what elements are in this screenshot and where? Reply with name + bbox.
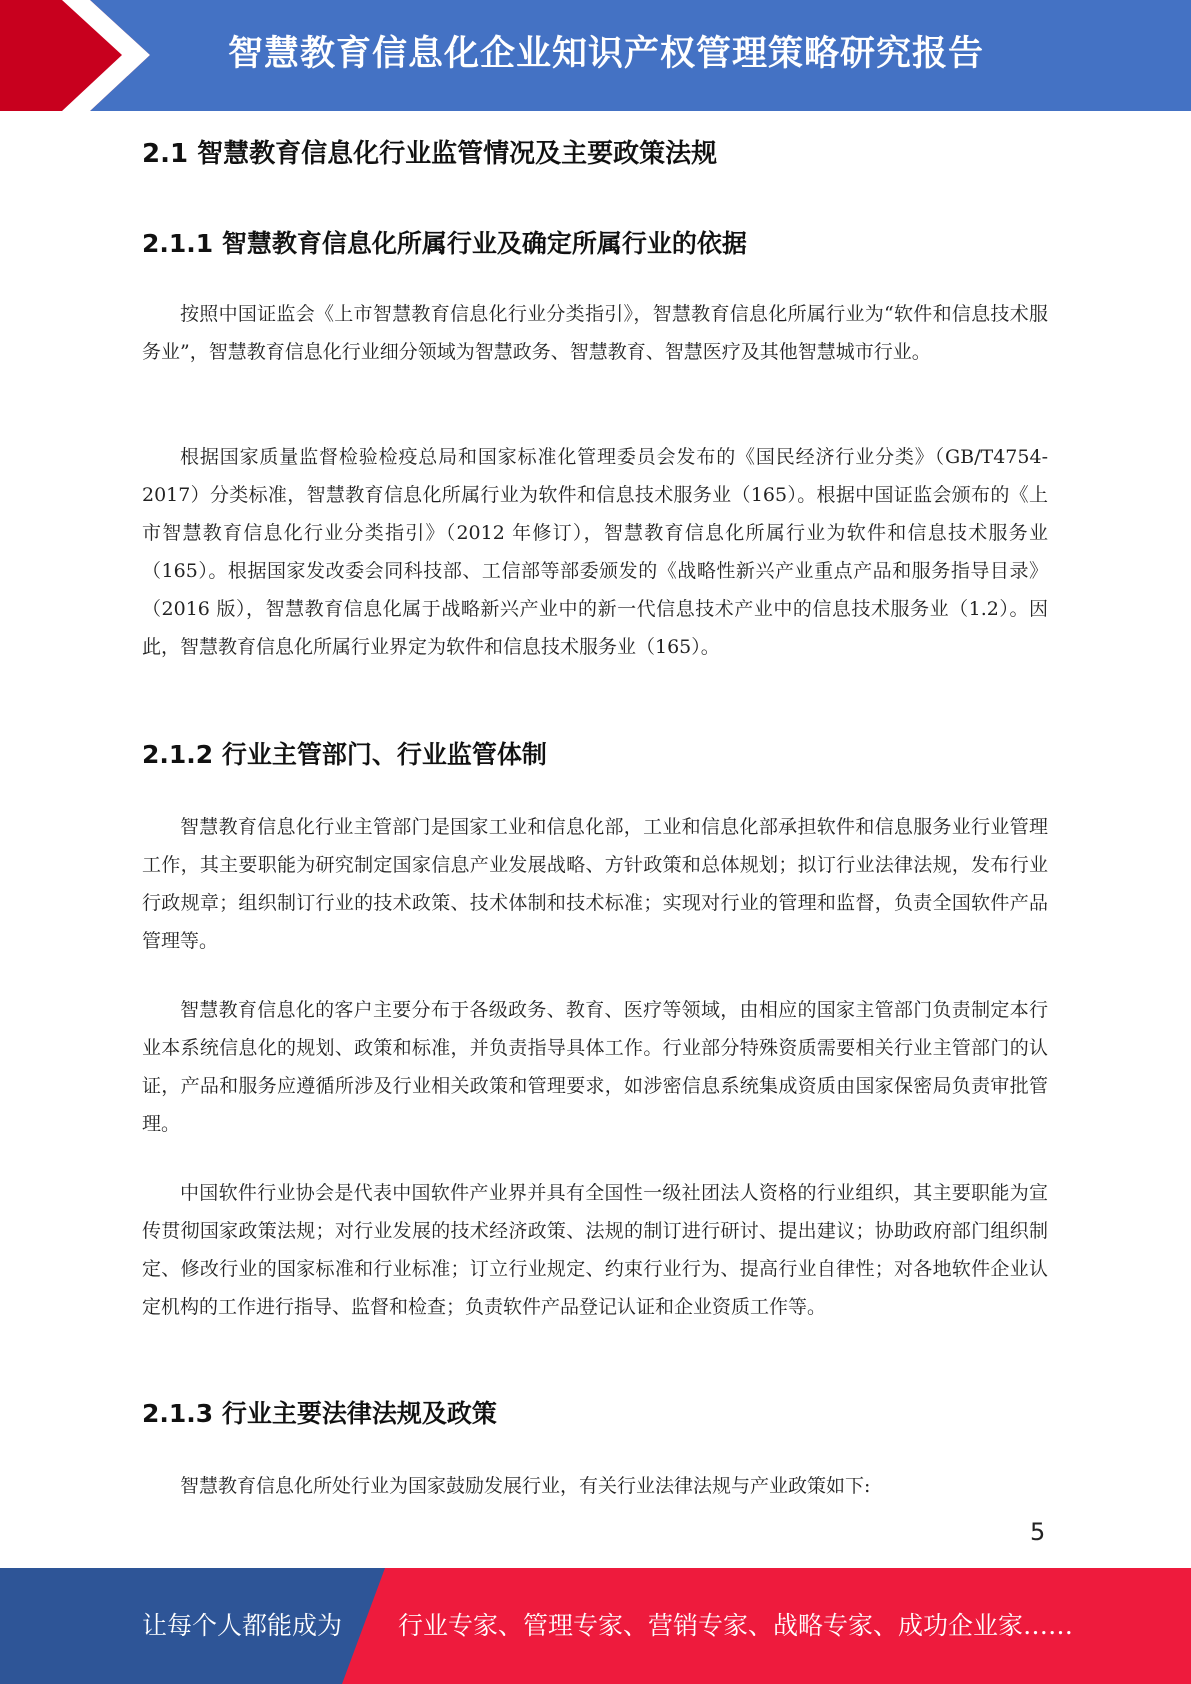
section-heading-2-1: 2.1 智慧教育信息化行业监管情况及主要政策法规: [142, 139, 718, 169]
paragraph: 中国软件行业协会是代表中国软件产业界并具有全国性一级社团法人资格的行业组织，其主要职能为宣传贯彻国家政策法规；对行业发展的技术经济政策、法规的制订进行研讨、提出建议；协助政府部门组织制定、修改行业的国家标准和行业标准；订立行业规定、约束行业行为、提高行业自律性；对各地软件企业认定机构的工作进行指导、监督和检查；负责软件产品登记认证和企业资质工作等。: [142, 1182, 1048, 1318]
section-heading-2-1-2: 2.1.2 行业主管部门、行业监管体制: [142, 740, 547, 769]
page-number: 5: [1030, 1518, 1046, 1546]
report-title: 智慧教育信息化企业知识产权管理策略研究报告: [228, 34, 985, 74]
paragraph: 智慧教育信息化所处行业为国家鼓励发展行业，有关行业法律法规与产业政策如下:: [180, 1475, 871, 1497]
section-heading-2-1-1: 2.1.1 智慧教育信息化所属行业及确定所属行业的依据: [142, 229, 747, 258]
paragraph: 智慧教育信息化行业主管部门是国家工业和信息化部，工业和信息化部承担软件和信息服务业行业管理工作，其主要职能为研究制定国家信息产业发展战略、方针政策和总体规划；拟订行业法律法规，发布行业行政规章；组织制订行业的技术政策、技术体制和技术标准；实现对行业的管理和监督，负责全国软件产品管理等。: [142, 816, 1048, 952]
footer-slogan-right: 行业专家、管理专家、营销专家、战略专家、成功企业家……: [398, 1611, 1074, 1640]
paragraph: 根据国家质量监督检验检疫总局和国家标准化管理委员会发布的《国民经济行业分类》（GB/T4754-2017）分类标准，智慧教育信息化所属行业为软件和信息技术服务业（165）。根据中国证监会颁布的《上市智慧教育信息化行业分类指引》（2012 年修订），智慧教育信息化所属行业为软件和信息技术服务业（165）。根据国家发改委会同科技部、工信部等部委颁发的《战略性新兴产业重点产品和服务指导目录》（2016 版），智慧教育信息化属于战略新兴产业中的新一代信息技术产业中的信息技术服务业（1.2）。因此，智慧教育信息化所属行业界定为软件和信息技术服务业（165）。: [142, 446, 1048, 658]
footer-slogan-left: 让每个人都能成为: [142, 1611, 343, 1640]
header-banner: [0, 0, 1191, 111]
chevron-arrow-icon: [0, 0, 160, 111]
section-heading-2-1-3: 2.1.3 行业主要法律法规及政策: [142, 1399, 497, 1428]
footer-banner: [0, 1568, 1191, 1684]
paragraph: 按照中国证监会《上市智慧教育信息化行业分类指引》，智慧教育信息化所属行业为“软件和信息技术服务业”，智慧教育信息化行业细分领域为智慧政务、智慧教育、智慧医疗及其他智慧城市行业。: [142, 303, 1048, 363]
paragraph: 智慧教育信息化的客户主要分布于各级政务、教育、医疗等领域，由相应的国家主管部门负责制定本行业本系统信息化的规划、政策和标准，并负责指导具体工作。行业部分特殊资质需要相关行业主管部门的认证，产品和服务应遵循所涉及行业相关政策和管理要求，如涉密信息系统集成资质由国家保密局负责审批管理。: [142, 999, 1048, 1135]
